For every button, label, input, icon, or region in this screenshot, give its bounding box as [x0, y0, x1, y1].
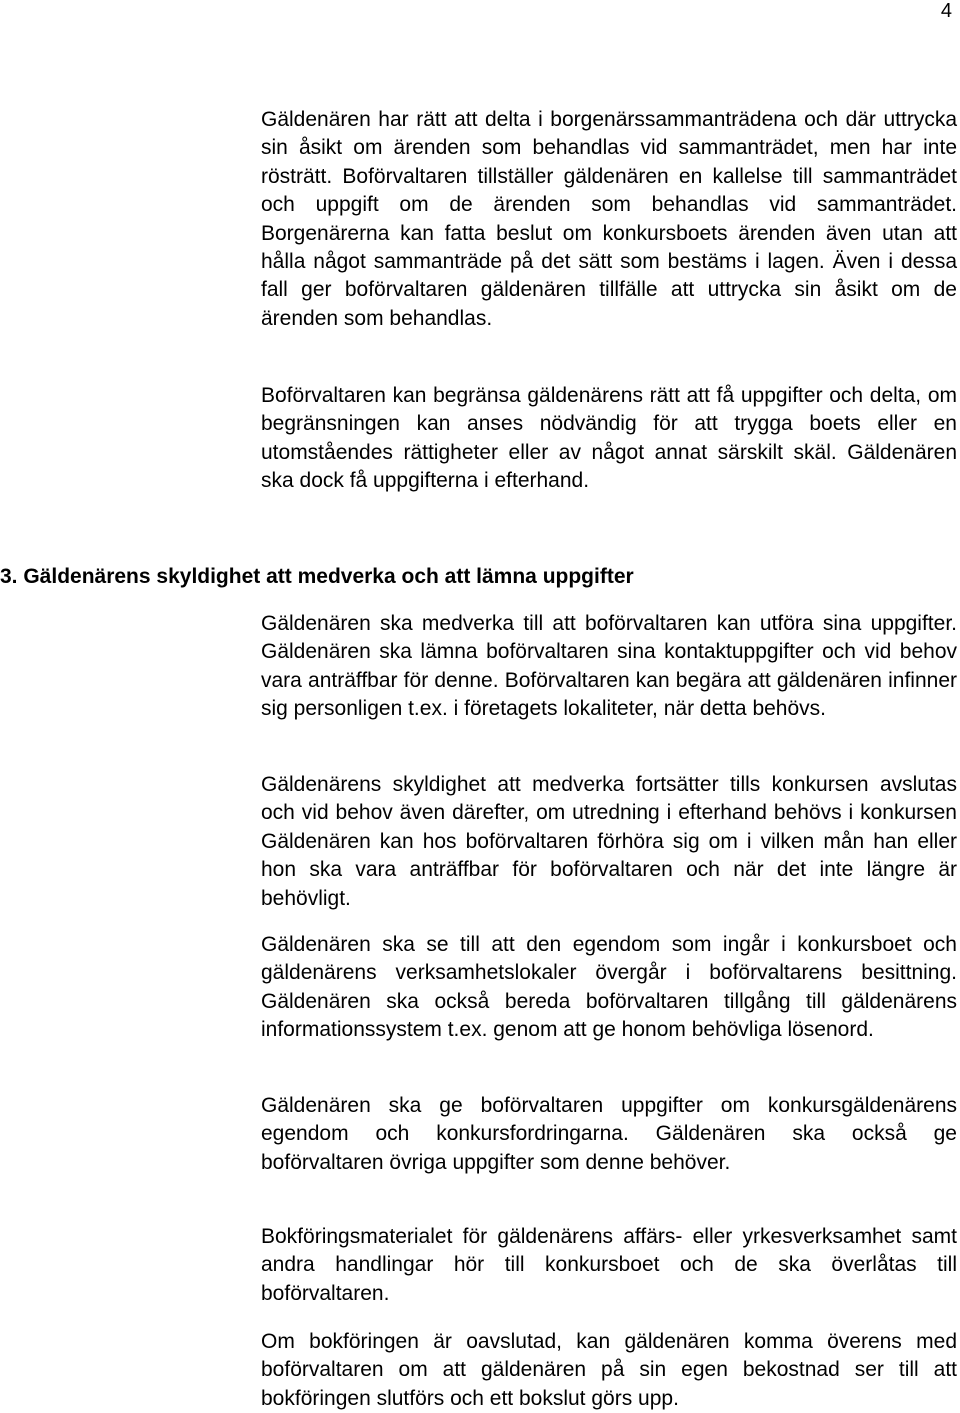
paragraph-creditor-meetings: Gäldenären har rätt att delta i borgenärssammanträdena och där uttrycka sin åsikt om ärenden som behandlas vid sammanträdet, men har inte rösträtt. Boförvaltaren tillställer gäldenären en kallelse till sammanträdet och uppgift om de ärenden som behandlas vid sammanträdet. Borgenärerna kan fatta beslut om konkursboets ärenden även utan att hålla något sammanträde på det sätt som bestäms i lagen. Även i dessa fall ger boförvaltaren gäldenären tillfälle att uttrycka sin åsikt om de ärenden som behandlas. — [261, 108, 957, 330]
paragraph-continued-obligation: Gäldenärens skyldighet att medverka fortsätter tills konkursen avslutas och vid behov även därefter, om utredning i efterhand behövs i konkursen Gäldenären kan hos boförvaltaren förhöra sig om i vilken mån han eller hon ska vara anträffbar för boförvaltaren och när det inte längre är behövligt. — [261, 773, 957, 910]
page-number: 4 — [940, 0, 952, 22]
paragraph-information-duty: Gäldenären ska ge boförvaltaren uppgifter om konkursgäldenärens egendom och konkursfordringarna. Gäldenären ska också ge boförvaltaren övriga uppgifter som denne behöver. — [261, 1094, 957, 1174]
paragraph-cooperation: Gäldenären ska medverka till att boförvaltaren kan utföra sina uppgifter. Gäldenären ska lämna boförvaltaren sina kontaktuppgifter och vid behov vara anträffbar för denne. Boförvaltaren kan begära att gäldenären infinner sig personligen t.ex. i företagets lokaliteter, när detta behövs. — [261, 612, 957, 721]
paragraph-bookkeeping-material: Bokföringsmaterialet för gäldenärens affärs- eller yrkesverksamhet samt andra handlingar hör till konkursboet och de ska överlåtas till boförvaltaren. — [261, 1225, 957, 1305]
paragraph-property-possession: Gäldenären ska se till att den egendom som ingår i konkursboet och gäldenärens verksamhetslokaler övergår i boförvaltarens besittning. Gäldenären ska också bereda boförvaltaren tillgång till gäldenärens informationssystem t.ex. genom att ge honom behövliga lösenord. — [261, 933, 957, 1042]
paragraph-unfinished-bookkeeping: Om bokföringen är oavslutad, kan gäldenären komma överens med boförvaltaren om att gäldenären på sin egen bekostnad ser till att bokföringen slutförs och ett bokslut görs upp. — [261, 1330, 957, 1410]
paragraph-information-restriction: Boförvaltaren kan begränsa gäldenärens rätt att få uppgifter och delta, om begränsningen kan anses nödvändig för att trygga boets eller en utomståendes rättigheter eller av något annat särskilt skäl. Gäldenären ska dock få uppgifterna i efterhand. — [261, 384, 957, 493]
section-heading: 3. Gäldenärens skyldighet att medverka och att lämna uppgifter — [0, 565, 634, 588]
